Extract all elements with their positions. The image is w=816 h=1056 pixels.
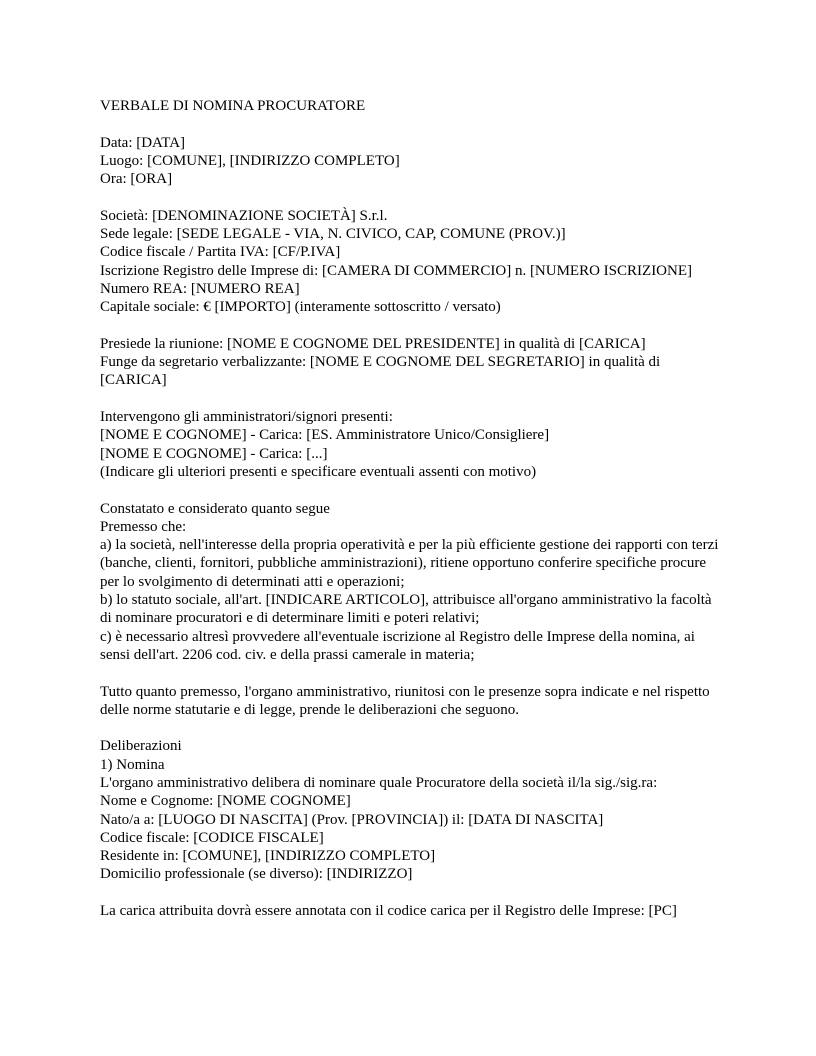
company-capital: Capitale sociale: € [IMPORTO] (interamente sottoscritto / versato) (100, 299, 501, 316)
proxy-birth: Nato/a a: [LUOGO DI NASCITA] (Prov. [PROVINCIA]) il: [DATA DI NASCITA] (100, 811, 604, 828)
spacer (100, 390, 720, 408)
recital-b: b) lo statuto sociale, all'art. [INDICARE ARTICOLO], attribuisce all'organo amministrativo la facoltà di nominare procuratori e di determinare limiti e poteri relativi; (100, 592, 712, 627)
spacer (100, 664, 720, 682)
spacer (100, 481, 720, 499)
company-name: Società: [DENOMINAZIONE SOCIETÀ] S.r.l. (100, 207, 388, 224)
meeting-secretary: Funge da segretario verbalizzante: [NOME E COGNOME DEL SEGRETARIO] in qualità di [CARICA] (100, 354, 661, 389)
company-registry: Iscrizione Registro delle Imprese di: [CAMERA DI COMMERCIO] n. [NUMERO ISCRIZIONE] (100, 262, 693, 279)
company-registered-office: Sede legale: [SEDE LEGALE - VIA, N. CIVICO, CAP, COMUNE (PROV.)] (100, 226, 566, 243)
meeting-president: Presiede la riunione: [NOME E COGNOME DEL PRESIDENTE] in qualità di [CARICA] (100, 335, 646, 352)
spacer (100, 884, 720, 902)
recitals-heading: Constatato e considerato quanto segue (100, 500, 330, 517)
resolution-text: L'organo amministrativo delibera di nominare quale Procuratore della società il/la sig./sig.ra: (100, 774, 658, 791)
proxy-tax-code: Codice fiscale: [CODICE FISCALE] (100, 829, 324, 846)
proxy-domicile: Domicilio professionale (se diverso): [INDIRIZZO] (100, 866, 413, 883)
attendees-note: (Indicare gli ulteriori presenti e specificare eventuali assenti con motivo) (100, 463, 537, 480)
resolution-title: 1) Nomina (100, 756, 165, 773)
spacer (100, 188, 720, 206)
company-rea: Numero REA: [NUMERO REA] (100, 280, 300, 297)
recital-a: a) la società, nell'interesse della propria operatività e per la più efficiente gestione dei rapporti con terzi (banche, clienti, fornitori, pubbliche amministrazioni), ritiene opportuno conferire specifiche procure per lo svolgimento di determinati atti e operazioni; (100, 537, 719, 590)
proxy-residence: Residente in: [COMUNE], [INDIRIZZO COMPLETO] (100, 848, 436, 865)
spacer (100, 719, 720, 737)
company-tax-code: Codice fiscale / Partita IVA: [CF/P.IVA] (100, 244, 341, 261)
proxy-name: Nome e Cognome: [NOME COGNOME] (100, 793, 351, 810)
recital-c: c) è necessario altresì provvedere all'eventuale iscrizione al Registro delle Imprese della nomina, ai sensi dell'art. 2206 cod. civ. e della prassi camerale in materia; (100, 628, 695, 663)
meeting-time: Ora: [ORA] (100, 171, 173, 188)
attendee-row: [NOME E COGNOME] - Carica: [...] (100, 445, 328, 462)
resolutions-heading: Deliberazioni (100, 738, 182, 755)
charge-code-note: La carica attribuita dovrà essere annotata con il codice carica per il Registro delle Imprese: [PC] (100, 903, 677, 920)
spacer (100, 317, 720, 335)
attendees-intro: Intervengono gli amministratori/signori presenti: (100, 409, 393, 426)
attendee-row: [NOME E COGNOME] - Carica: [ES. Amministratore Unico/Consigliere] (100, 427, 550, 444)
meeting-place: Luogo: [COMUNE], [INDIRIZZO COMPLETO] (100, 152, 400, 169)
meeting-date: Data: [DATA] (100, 134, 186, 151)
document-title: VERBALE DI NOMINA PROCURATORE (100, 98, 366, 114)
spacer (100, 115, 720, 133)
conclusion-paragraph: Tutto quanto premesso, l'organo amministrativo, riunitosi con le presenze sopra indicate e nel rispetto delle norme statutarie e di legge, prende le deliberazioni che seguono. (100, 683, 710, 718)
document-page (100, 97, 720, 920)
recitals-premise: Premesso che: (100, 518, 187, 535)
